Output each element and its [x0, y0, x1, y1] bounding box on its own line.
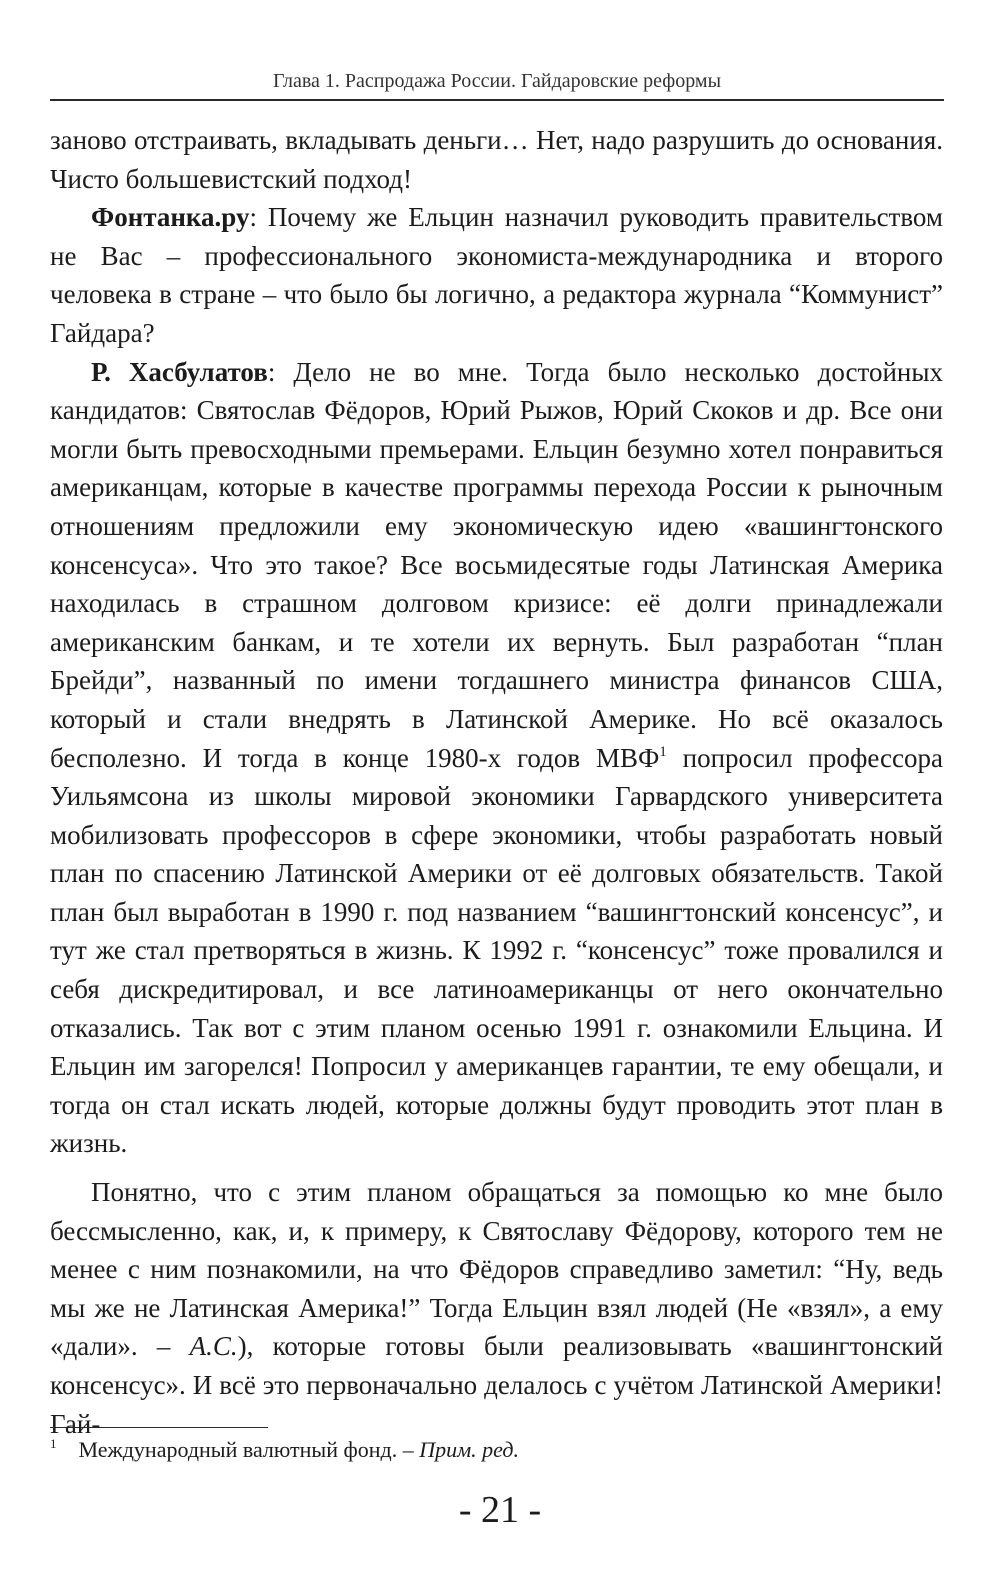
running-header: Глава 1. Распродажа России. Гайдаровские реформы — [272, 70, 722, 92]
page-number: - 21 - — [458, 1489, 542, 1531]
footnote-mark: 1 — [50, 1436, 57, 1451]
speaker-label: Р. Хасбулатов — [91, 356, 268, 387]
speaker-label: Фонтанка.ру — [91, 202, 250, 233]
paragraph-continued-answer — [50, 1173, 943, 1443]
paragraph-khasbulatov-answer — [50, 353, 943, 1163]
header-rule — [50, 99, 944, 101]
paragraph-text: попросил профессора Уильямсона из школы мировой экономики Гарвардского университета мобилизовать профессоров в сфере экономики, чтобы разработать новый план по спасению Латинской Америки от её долговых обязательств. Такой план был выработан в 1990 г. под названием “вашингтонский консенсус”, и тут же стал претворяться в жизнь. К 1992 г. “консенсус” тоже провалился и себя дискредитировал, и все латиноамериканцы от него окончательно отказались. Так вот с этим планом осенью 1991 г. ознакомили Ельцина. И Ельцин им загорелся! Попросил у американцев гарантии, те ему обещали, и тогда он стал искать людей, которые должны будут проводить этот план в жизнь. — [50, 742, 943, 1159]
paragraph-text: : Дело не во мне. Тогда было несколько достойных кандидатов: Святослав Фёдоров, Юрий Рыжов, Юрий Скоков и др. Все они могли быть превосходными премьерами. Ельцин безумно хотел понравиться американцам, которые в качестве программы перехода России к рыночным отношениям предложили ему экономическую идею «вашингтонского консенсуса». Что это такое? Все восьмидесятые годы Латинская Америка находилась в страшном долговом кризисе: её долги принадлежали американским банкам, и те хотели их вернуть. Был разработан “план Брейди”, названный по имени тогдашнего министра финансов США, который и стали внедрять в Латинской Америке. Но всё оказалось бесполезно. И тогда в конце 1980-х годов МВФ — [50, 356, 943, 773]
paragraph-text: : Почему же Ельцин назначил руководить правительством не Вас – профессионального экономиста-международника и второго человека в стране – что было бы логично, а редактора журнала “Коммунист” Гайдара? — [50, 202, 943, 348]
footnote-text: Международный валютный фонд. – — [78, 1437, 420, 1462]
footnote-reference: 1 — [659, 743, 667, 760]
footnote-rule — [50, 1427, 268, 1428]
footnote — [50, 1435, 940, 1465]
paragraph-text: Понятно, что с этим планом обращаться за помощью ко мне было бессмысленно, как, и, к примеру, к Святославу Фёдорову, которого тем не менее с ним познакомили, на что Фёдоров справедливо заметил: “Ну, ведь мы же не Латинская Америка!” Тогда Ельцин взял людей (Не «взял», а ему «дали». – — [50, 1177, 943, 1362]
footnote-note: Прим. ред. — [419, 1437, 519, 1462]
paragraph-text: ), которые готовы были реализовывать «вашингтонский консенсус». И всё это первоначально делалось с учётом Латинской Америки! Гай- — [50, 1331, 943, 1439]
body-text — [50, 121, 943, 1443]
author-initials: А.С. — [189, 1331, 238, 1362]
paragraph-continuation: заново отстраивать, вкладывать деньги… Нет, надо разрушить до основания. Чисто большевистский подход! — [50, 125, 943, 194]
paragraph-fontanka-question — [50, 198, 943, 352]
